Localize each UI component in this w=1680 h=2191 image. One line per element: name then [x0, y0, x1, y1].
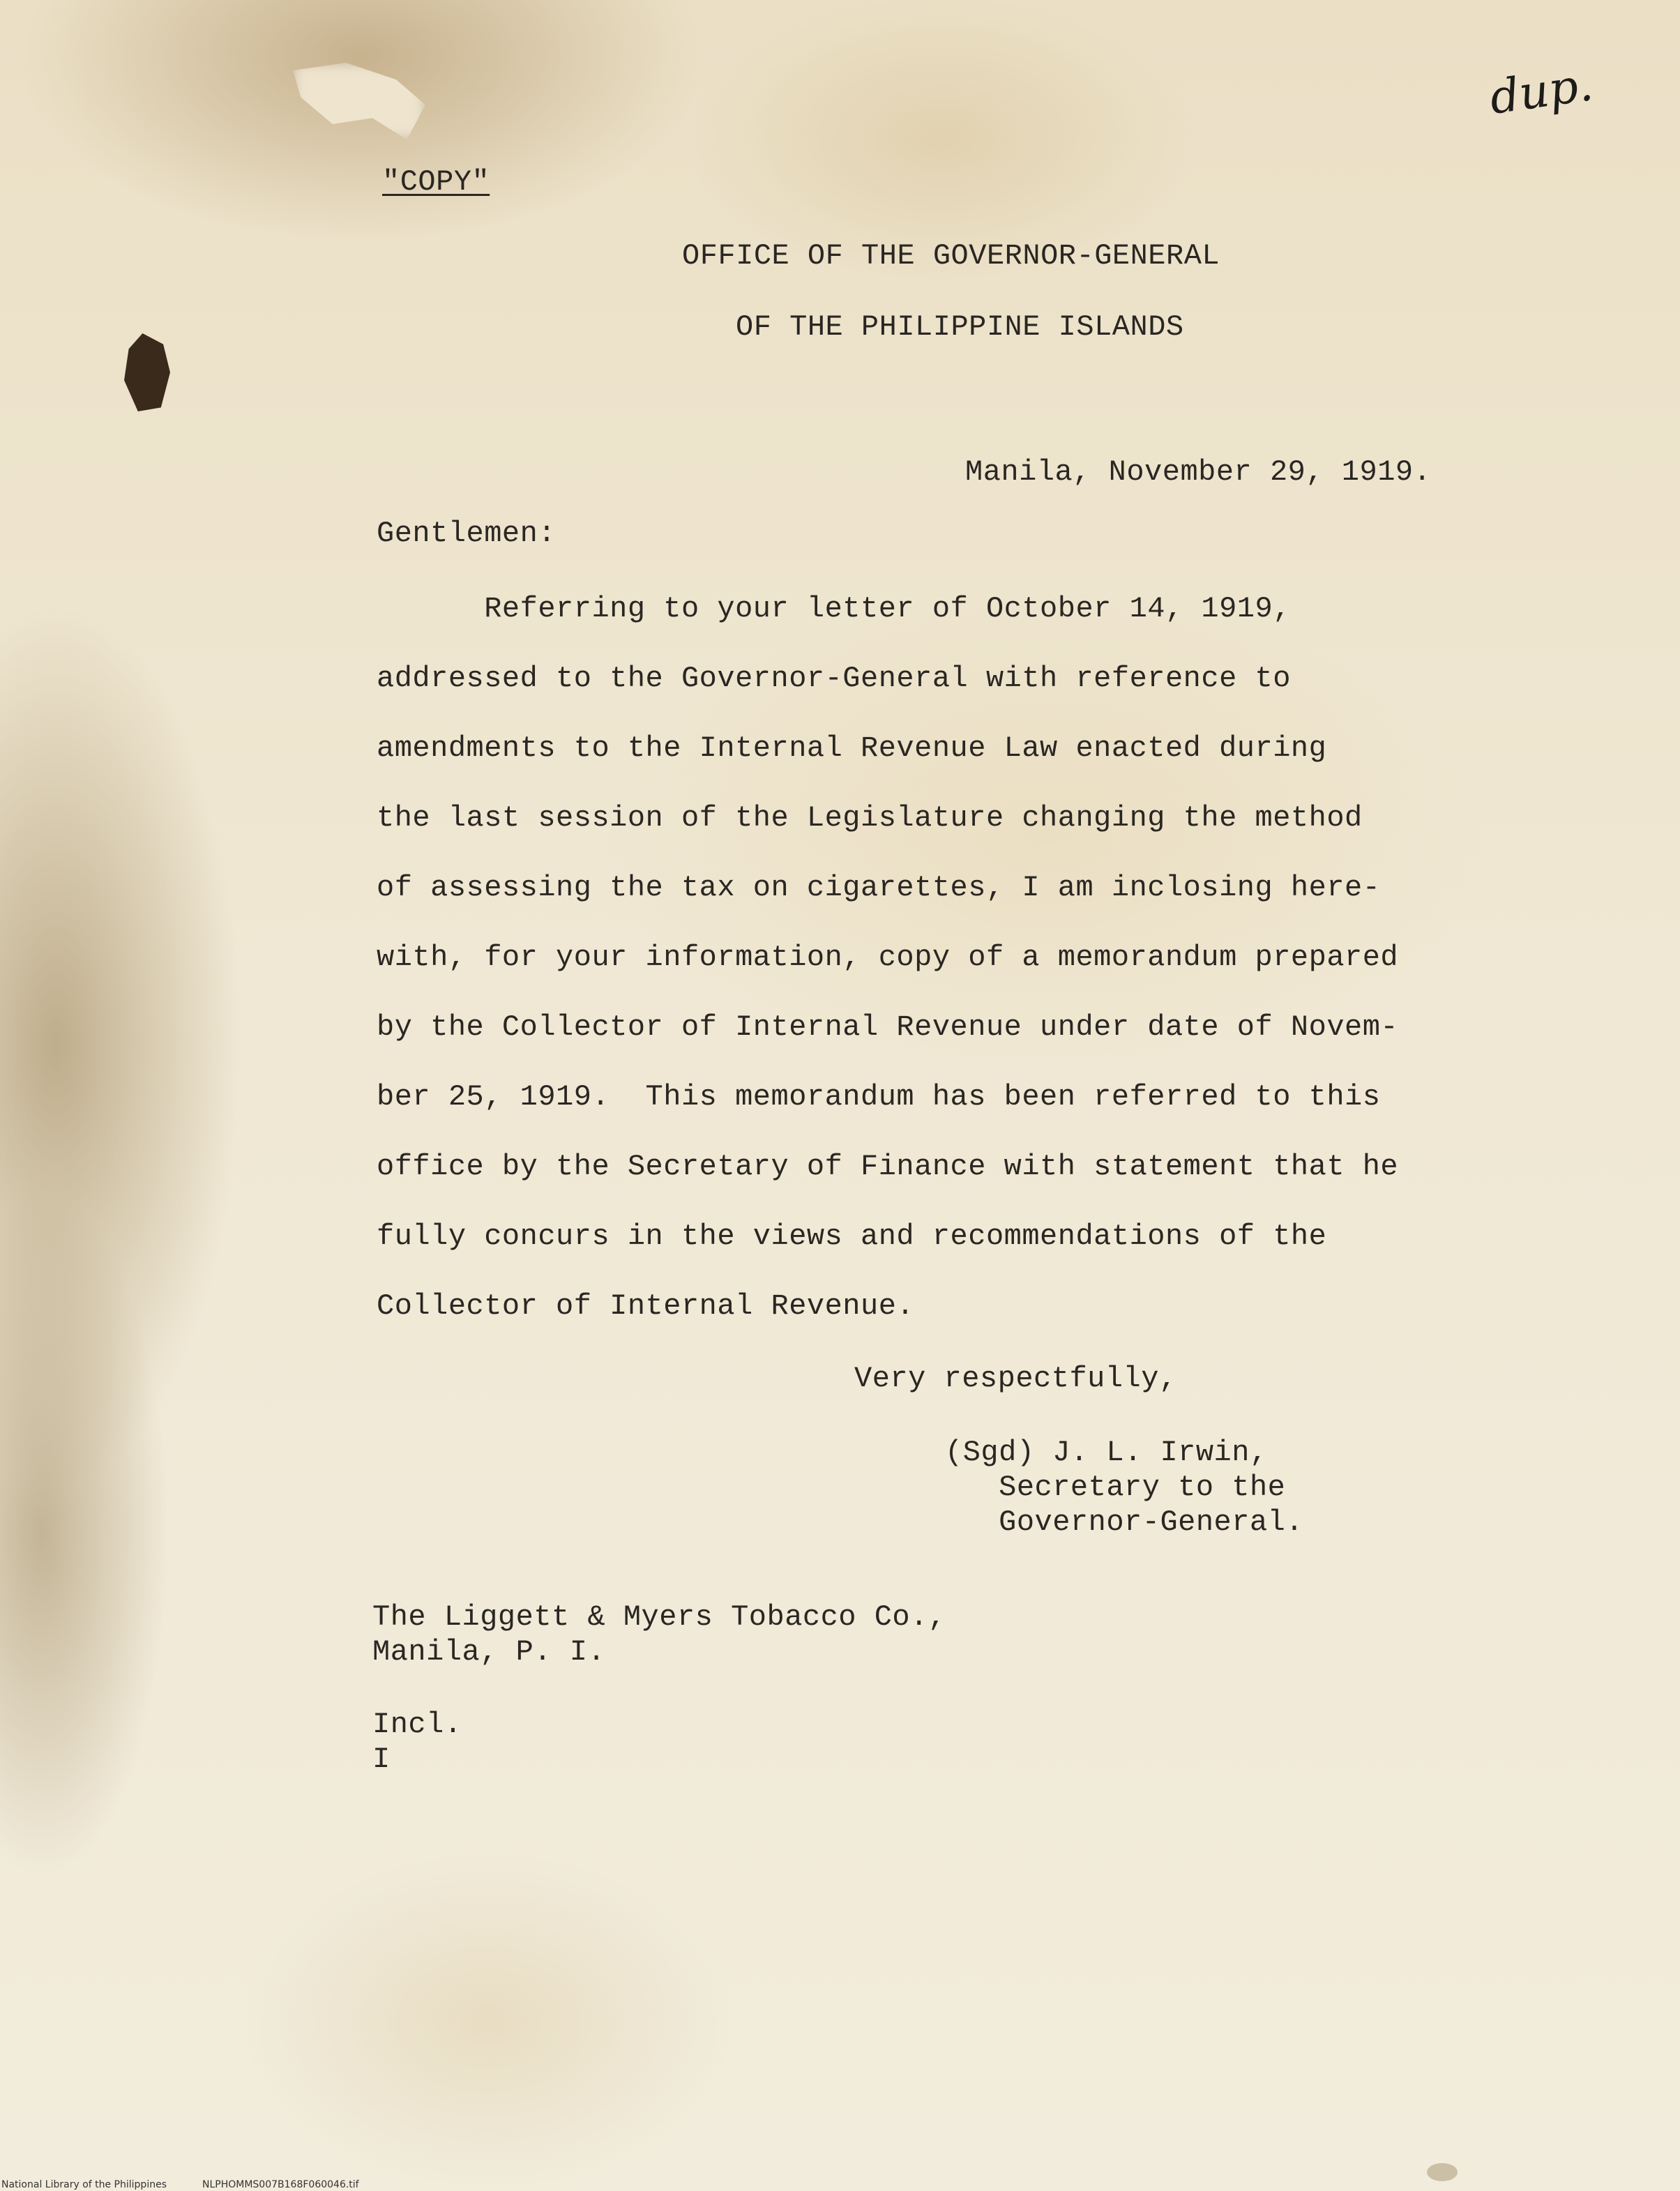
enclosure-label: Incl.: [372, 1708, 462, 1741]
torn-corner-damage: [293, 63, 425, 139]
body-line: with, for your information, copy of a memorandum prepared: [377, 941, 1399, 974]
body-line: Referring to your letter of October 14, 1919,: [377, 592, 1291, 626]
addressee-line-2: Manila, P. I.: [372, 1635, 606, 1669]
body-line: the last session of the Legislature changing the method: [377, 801, 1363, 835]
footer-library: National Library of the Philippines: [1, 2179, 167, 2190]
body-line: by the Collector of Internal Revenue under date of Novem-: [377, 1010, 1399, 1044]
letter-date: Manila, November 29, 1919.: [965, 455, 1432, 489]
body-line: addressed to the Governor-General with reference to: [377, 662, 1291, 695]
signature-line-1: (Sgd) J. L. Irwin,: [945, 1436, 1268, 1469]
body-line: Collector of Internal Revenue.: [377, 1289, 915, 1323]
copy-label: "COPY": [382, 165, 490, 199]
body-line: office by the Secretary of Finance with statement that he: [377, 1150, 1399, 1183]
heading-line-1: OFFICE OF THE GOVERNOR-GENERAL: [682, 239, 1220, 273]
signature-line-3: Governor-General.: [945, 1506, 1304, 1539]
body-line: ber 25, 1919. This memorandum has been referred to this: [377, 1080, 1381, 1114]
body-line: of assessing the tax on cigarettes, I am inclosing here-: [377, 871, 1381, 904]
footer-filename: NLPHOMMS007B168F060046.tif: [202, 2179, 359, 2190]
body-line: fully concurs in the views and recommendations of the: [377, 1220, 1327, 1253]
closing: Very respectfully,: [854, 1362, 1177, 1395]
paper-spot: [1427, 2163, 1458, 2181]
body-line: amendments to the Internal Revenue Law enacted during: [377, 731, 1327, 765]
signature-line-2: Secretary to the: [945, 1471, 1286, 1504]
salutation: Gentlemen:: [377, 517, 557, 550]
heading-line-2: OF THE PHILIPPINE ISLANDS: [736, 310, 1184, 344]
enclosure-count: I: [372, 1743, 391, 1776]
handwritten-annotation: dup.: [1486, 57, 1596, 125]
paper-hole-damage: [124, 333, 170, 411]
addressee-line-1: The Liggett & Myers Tobacco Co.,: [372, 1600, 946, 1634]
